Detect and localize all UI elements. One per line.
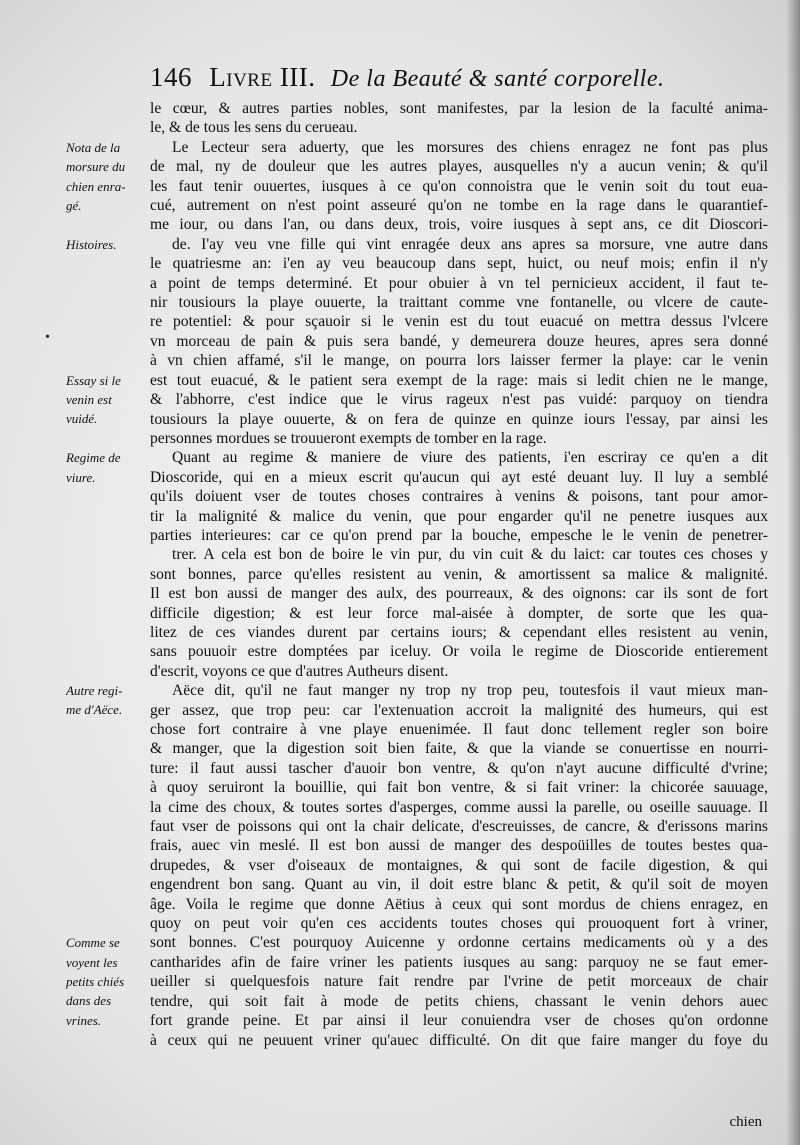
text-line: tir la malignité & malice du venin, que pour engarder qu'il ne penetre iusques aux bbox=[150, 507, 768, 525]
book-subtitle: De la Beauté & santé corporelle. bbox=[330, 66, 665, 92]
text-line: la cime des choux, & toutes sortes d'asperges, comme aussi la parelle, ou oseille sauuage. Il bbox=[150, 798, 768, 816]
margin-note-line: Comme se bbox=[66, 935, 120, 951]
text-line: qu'ils doiuent vser de toutes choses contraires à venins & poisons, tant pour amor- bbox=[150, 488, 768, 506]
text-line: Il est bon aussi de manger des aulx, des pourreaux, & des oignons: car ils sont de fort bbox=[150, 585, 768, 603]
margin-note-line: venin est bbox=[66, 392, 112, 407]
text-line: & l'abhorre, c'est indice que le virus rageux n'est pas vuidé: parquoy on tiendra bbox=[150, 391, 768, 409]
text-line: nir tousiours la playe ouuerte, la traittant comme vne fontanelle, ou vlcere de caute- bbox=[150, 294, 768, 312]
text-line: & manger, que la digestion soit bien faite, & que la viande se conuertisse en nourri- bbox=[150, 740, 768, 758]
text-line: chose fort contraire à vne playe enuenimée. Il faut donc tellement regler son boire bbox=[150, 721, 768, 738]
text-line: fort grande peine. Et par ainsi il leur conuiendra vser de choses qu'on ordonne bbox=[150, 1012, 768, 1030]
text-line: parties interieures: car ce qu'on prend par la bouche, empesche le le venin de penetrer- bbox=[150, 526, 768, 544]
margin-note-line: me d'Aëce. bbox=[66, 702, 123, 718]
page-edge-shadow bbox=[786, 0, 800, 1145]
margin-note-line: voyent les bbox=[66, 954, 118, 970]
margin-note bbox=[66, 138, 126, 216]
text-line: âge. Voila le regime que donne Aëtius à ceux qui sont mordus de chiens enragez, en bbox=[150, 895, 768, 913]
text-line: cué, autrement on n'est point asseuré qu'on ne tombe en la rage dans le quarantief- bbox=[150, 197, 768, 215]
running-header bbox=[150, 62, 665, 93]
text-line: le quatriesme an: i'en ay veu beaucoup dans sept, huict, ou neuf mois; enfin il n'y bbox=[150, 255, 768, 273]
margin-note bbox=[66, 448, 121, 487]
text-line: frais, auec vin meslé. Il est bon aussi de manger des despoüilles de toutes bestes qua- bbox=[150, 837, 768, 855]
book-title: Livre III. bbox=[209, 62, 316, 92]
text-line: difficile digestion; & est leur force mal-aisée à dompter, de sorte que les qua- bbox=[150, 604, 768, 622]
text-line: me iour, ou dans l'an, ou dans deux, trois, voire iusques à sept ans, ce dit Dioscori- bbox=[150, 216, 768, 234]
margin-note bbox=[66, 681, 122, 720]
margin-note-line: viure. bbox=[66, 469, 96, 485]
margin-note bbox=[66, 371, 121, 429]
text-line: ture: il faut aussi tascher d'auoir bon ventre, & qu'on n'ayt aucune difficulté d'vrine; bbox=[150, 759, 768, 777]
margin-note-line: petits chiés bbox=[66, 974, 125, 989]
margin-note-line: Nota de la bbox=[66, 139, 121, 155]
margin-note bbox=[66, 933, 124, 1030]
text-line: litez de ces viandes durent par certains iours; & cependant elles resistent au venin, bbox=[150, 623, 768, 641]
margin-note-line: dans des bbox=[66, 993, 112, 1009]
text-line: sont bonnes. C'est pourquoy Auicenne y ordonne certains medicaments où y a des bbox=[150, 934, 768, 952]
text-line: ueiller si quelquesfois nature fait rendre par l'vrine de petit morceaux de chair bbox=[150, 973, 768, 991]
text-line: les faut tenir ouuertes, iusques à ce qu'on connoistra que le venin soit du tout eua- bbox=[150, 177, 768, 195]
text-line: quoy on peut voir qu'en ces accidents toutes choses qui prouoquent fort à vriner, bbox=[150, 915, 768, 933]
margin-note-line: chien enra- bbox=[66, 178, 126, 194]
margin-note-line: gé. bbox=[66, 198, 82, 214]
text-line: cantharides afin de faire vriner les patients iusques au sang: parquoy ne se faut emer- bbox=[150, 953, 768, 971]
margin-note-line: vuidé. bbox=[66, 411, 98, 427]
text-line: ger assez, que trop peu: car l'extenuation accroit la malignité des humeurs, qui est bbox=[150, 701, 768, 719]
text-line: tendre, qui soit fait à mode de petits chiens, chassant le venin dehors auec bbox=[150, 992, 768, 1010]
text-line: Quant au regime & maniere de viure des patients, i'en escriray ce qu'en a dit bbox=[172, 449, 768, 467]
text-line: à vn chien affamé, s'il le mange, on pourra lors laisser fermer la playe: car le venin bbox=[150, 352, 768, 370]
margin-note-line: Regime de bbox=[66, 450, 121, 466]
text-line: engendrent bon sang. Quant au vin, il doit estre blanc & petit, & qu'il soit de moyen bbox=[150, 876, 768, 894]
text-line: à quoy seruiront la bouillie, qui fait bon ventre, & si fait vriner: la chicorée sauuage, bbox=[150, 779, 768, 797]
ink-speck: • bbox=[44, 330, 52, 344]
margin-note bbox=[66, 235, 116, 254]
catchword: chien bbox=[729, 1114, 762, 1130]
margin-note-line: vrines. bbox=[66, 1012, 102, 1028]
text-line: drupedes, & vser d'oiseaux de montaignes, & qui sont de facile digestion, & qui bbox=[150, 856, 768, 874]
text-line: d'escrit, voyons ce que d'autres Autheurs disent. bbox=[150, 662, 449, 680]
text-line: de mal, ny de douleur que les autres playes, ausquelles n'y a aucun venin; & qu'il bbox=[150, 158, 768, 176]
text-line: faut vser de poissons qui ont la chair delicate, d'escreuisses, de cancre, & d'erissons marins bbox=[150, 818, 768, 836]
text-line: Le Lecteur sera aduerty, que les morsures des chiens enragez ne font pas plus bbox=[172, 138, 768, 156]
text-line: tousiours la playe ouuerte, & on fera de quinze en quinze iours l'essay, par ainsi les bbox=[150, 410, 768, 428]
margin-note-line: morsure du bbox=[66, 159, 126, 175]
margin-note-line: Autre regi- bbox=[66, 683, 123, 698]
text-line: est tout euacué, & le patient sera exempt de la rage: mais si ledit chien ne le mange, bbox=[150, 371, 768, 389]
text-line: Aëce dit, qu'il ne faut manger ny trop ny trop peu, toutesfois il vaut mieux man- bbox=[172, 682, 768, 700]
text-line: trer. A cela est bon de boire le vin pur, du vin cuit & du laict: car toutes ces choses y bbox=[172, 546, 768, 564]
text-line: Dioscoride, qui en a mieux escrit qu'aucun qui ayt esté deuant luy. Il luy a semblé bbox=[150, 468, 768, 486]
text-line: vn morceau de pain & puis sera bandé, y demeurera douze heures, apres sera donné bbox=[150, 332, 768, 350]
page-number: 146 bbox=[150, 62, 192, 92]
text-line: à ceux qui ne peuuent vriner qu'auec difficulté. On dit que faire manger du foye du bbox=[150, 1031, 768, 1049]
text-line: sont bonnes, parce qu'elles resistent au venin, & amortissent sa malice & malignité. bbox=[150, 565, 768, 583]
text-line: personnes mordues se trouueront exempts de tomber en la rage. bbox=[150, 429, 547, 447]
margin-note-line: Histoires. bbox=[66, 236, 117, 252]
text-line: le cœur, & autres parties nobles, sont manifestes, par la lesion de la faculté anima- bbox=[150, 100, 768, 117]
body-text bbox=[150, 99, 768, 1050]
margin-note-line: Essay si le bbox=[66, 372, 121, 388]
text-line: le, & de tous les sens du cerueau. bbox=[150, 119, 358, 137]
text-line: re potentiel: & pour sçauoir si le venin est du tout euacué on mettra dessus l'vlcere bbox=[150, 313, 768, 331]
text-line: sans pouuoir estre domptées par iceluy. Or voila le regime de Dioscoride entierement bbox=[150, 643, 768, 661]
text-line: de. I'ay veu vne fille qui vint enragée deux ans apres sa morsure, vne autre dans bbox=[172, 235, 768, 253]
text-line: a point de temps determiné. Et pour obuier à vn tel pernicieux accident, il faut te- bbox=[150, 274, 768, 292]
